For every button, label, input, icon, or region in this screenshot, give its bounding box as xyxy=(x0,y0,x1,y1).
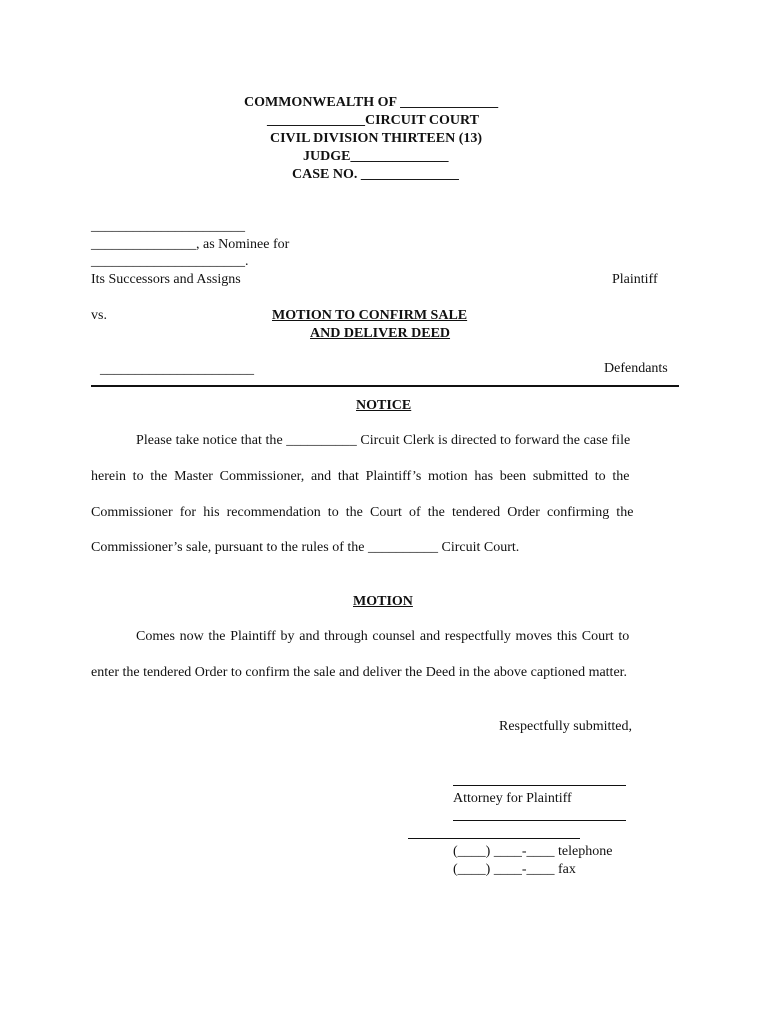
attorney-address-line xyxy=(408,838,580,839)
notice-paragraph-line-4: Commissioner’s sale, pursuant to the rules of the __________ Circuit Court. xyxy=(91,540,520,555)
motion-heading: MOTION xyxy=(353,594,413,609)
versus-label: vs. xyxy=(91,308,107,323)
court-caption-line-commonwealth: COMMONWEALTH OF ______________ xyxy=(244,95,499,110)
telephone-line: (____) ____-____ telephone xyxy=(453,844,613,859)
document-title-line-2: AND DELIVER DEED xyxy=(310,326,451,341)
document-title-line-1: MOTION TO CONFIRM SALE xyxy=(272,308,468,323)
notice-heading: NOTICE xyxy=(356,398,412,413)
plaintiff-blank-line-1: ______________________ xyxy=(91,219,245,234)
notice-paragraph-line-1: Please take notice that the __________ Circuit Clerk is directed to forward the case file xyxy=(136,433,631,448)
defendant-blank-line: ______________________ xyxy=(100,362,254,377)
signature-line xyxy=(453,785,626,786)
court-caption-line-circuit-court: ______________CIRCUIT COURT xyxy=(267,113,479,128)
plaintiff-nominee-line: _______________, as Nominee for xyxy=(91,237,290,252)
closing-respectfully-submitted: Respectfully submitted, xyxy=(499,719,632,734)
notice-paragraph-line-2: herein to the Master Commissioner, and that Plaintiff’s motion has been submitted to the xyxy=(91,469,630,484)
notice-paragraph-line-3: Commissioner for his recommendation to the Court of the tendered Order confirming the xyxy=(91,505,634,520)
plaintiff-blank-line-3: ______________________. xyxy=(91,254,249,269)
motion-paragraph-line-1: Comes now the Plaintiff by and through counsel and respectfully moves this Court to xyxy=(136,629,630,644)
motion-paragraph-line-2: enter the tendered Order to confirm the sale and deliver the Deed in the above captioned matter. xyxy=(91,665,628,680)
plaintiff-role-label: Plaintiff xyxy=(612,272,658,287)
defendant-role-label: Defendants xyxy=(604,361,668,376)
court-caption-line-judge: JUDGE______________ xyxy=(303,149,449,164)
fax-line: (____) ____-____ fax xyxy=(453,862,576,877)
plaintiff-successors-line: Its Successors and Assigns xyxy=(91,272,241,287)
caption-divider-rule xyxy=(91,385,679,387)
attorney-name-line xyxy=(453,820,626,821)
attorney-for-plaintiff-label: Attorney for Plaintiff xyxy=(453,791,572,806)
court-caption-line-case-no: CASE NO. ______________ xyxy=(292,167,459,182)
court-caption-line-division: CIVIL DIVISION THIRTEEN (13) xyxy=(270,131,483,146)
